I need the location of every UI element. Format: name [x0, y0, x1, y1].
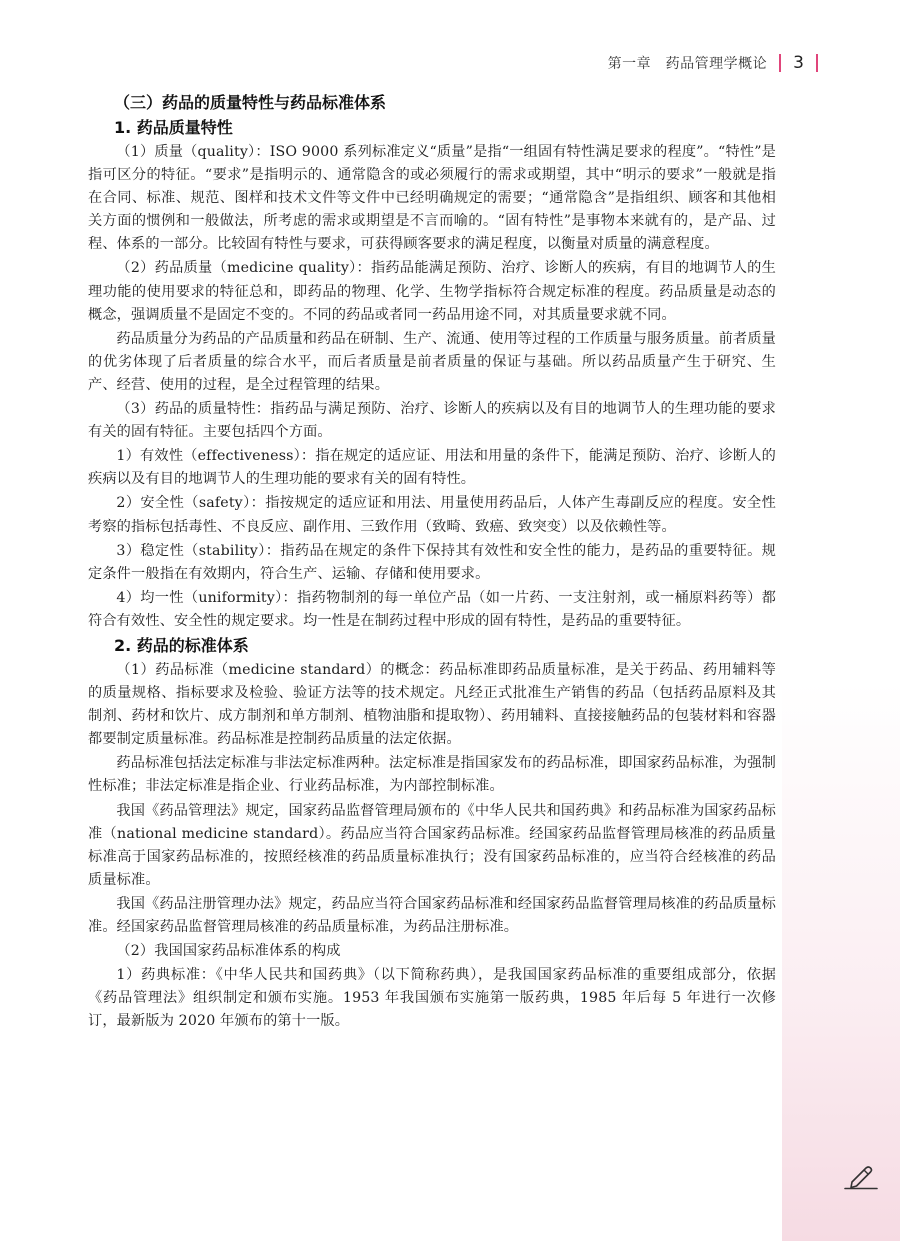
page-body — [88, 91, 776, 1034]
pen-note-icon — [843, 1162, 879, 1192]
paragraph: 4）均一性（uniformity）：指药物制剂的每一单位产品（如一片药、一支注射剂，或一桶原料药等）都符合有效性、安全性的规定要求。均一性是在制药过程中形成的固有特性，是药品的重要特征。 — [88, 589, 776, 629]
paragraph: （2）药品质量（medicine quality）：指药品能满足预防、治疗、诊断人的疾病，有目的地调节人的生理功能的使用要求的特征总和，即药品的物理、化学、生物学指标符合规定标准的程度。药品质量是动态的概念，强调质量不是固定不变的。不同的药品或者同一药品用途不同，对其质量要求就不同。 — [88, 260, 776, 323]
page-number: 3 — [793, 53, 804, 73]
paragraph: 3）稳定性（stability）：指药品在规定的条件下保持其有效性和安全性的能力，是药品的重要特征。规定条件一般指在有效期内，符合生产、运输、存储和使用要求。 — [88, 542, 776, 582]
paragraph: 我国《药品注册管理办法》规定，药品应当符合国家药品标准和经国家药品监督管理局核准的药品质量标准。经国家药品监督管理局核准的药品质量标准，为药品注册标准。 — [88, 895, 776, 935]
paragraph: 药品质量分为药品的产品质量和药品在研制、生产、流通、使用等过程的工作质量与服务质量。前者质量的优劣体现了后者质量的综合水平，而后者质量是前者质量的保证与基础。所以药品质量产生于研究、生产、经营、使用的过程，是全过程管理的结果。 — [88, 330, 776, 393]
chapter-title: 第一章 药品管理学概论 — [607, 56, 768, 72]
paragraph: 1）药典标准：《中华人民共和国药典》（以下简称药典），是我国国家药品标准的重要组成部分，依据《药品管理法》组织制定和颁布实施。1953 年我国颁布实施第一版药典，1985 年后每 5 年进行一次修订，最新版为 2020 年颁布的第十一版。 — [88, 967, 776, 1030]
running-header — [608, 50, 830, 76]
paragraph: 2）安全性（safety）：指按规定的适应证和用法、用量使用药品后，人体产生毒副反应的程度。安全性考察的指标包括毒性、不良反应、副作用、三致作用（致畸、致癌、致突变）以及依赖性等。 — [88, 495, 776, 535]
page-side-band — [782, 0, 900, 1241]
header-divider — [779, 54, 781, 72]
header-divider-right — [816, 54, 818, 72]
paragraph: 1）有效性（effectiveness）：指在规定的适应证、用法和用量的条件下，能满足预防、治疗、诊断人的疾病以及有目的地调节人的生理功能的要求有关的固有特性。 — [88, 448, 776, 488]
subsection-heading-quality: 1. 药品质量特性 — [114, 118, 233, 137]
paragraph: （1）药品标准（medicine standard）的概念：药品标准即药品质量标准，是关于药品、药用辅料等的质量规格、指标要求及检验、验证方法等的技术规定。凡经正式批准生产销售的药品（包括药品原料及其制剂、药材和饮片、成方制剂和单方制剂、植物油脂和提取物）、药用辅料、直接接触药品的包装材料和容器都要制定质量标准。药品标准是控制药品质量的法定依据。 — [88, 661, 776, 748]
paragraph: 我国《药品管理法》规定，国家药品监督管理局颁布的《中华人民共和国药典》和药品标准为国家药品标准（national medicine standard）。药品应当符合国家药品标准。经国家药品监督管理局核准的药品质量标准高于国家药品标准的，按照经核准的药品质量标准执行；没有国家药品标准的，应当符合经核准的药品质量标准。 — [88, 802, 776, 888]
paragraph: （1）质量（quality）：ISO 9000 系列标准定义“质量”是指“一组固有特性满足要求的程度”。“特性”是指可区分的特征。“要求”是指明示的、通常隐含的或必须履行的需求或期望，其中“明示的要求”一般就是指在合同、标准、规范、图样和技术文件等文件中已经明确规定的需要；“通常隐含”是指组织、顾客和其他相关方面的惯例和一般做法，所考虑的需求或期望是不言而喻的。“固有特性”是事物本来就有的，是产品、过程、体系的一部分。比较固有特性与要求，可获得顾客要求的满足程度，以衡量对质量的满意程度。 — [88, 144, 776, 253]
subsection-heading-standards: 2. 药品的标准体系 — [114, 635, 249, 655]
paragraph: （3）药品的质量特性：指药品与满足预防、治疗、诊断人的疾病以及有目的地调节人的生理功能的要求有关的固有特征。主要包括四个方面。 — [88, 401, 776, 441]
paragraph: （2）我国国家药品标准体系的构成 — [116, 943, 341, 960]
paragraph: 药品标准包括法定标准与非法定标准两种。法定标准是指国家发布的药品标准，即国家药品标准，为强制性标准；非法定标准是指企业、行业药品标准，为内部控制标准。 — [88, 755, 776, 795]
section-heading: （三）药品的质量特性与药品标准体系 — [114, 93, 387, 112]
